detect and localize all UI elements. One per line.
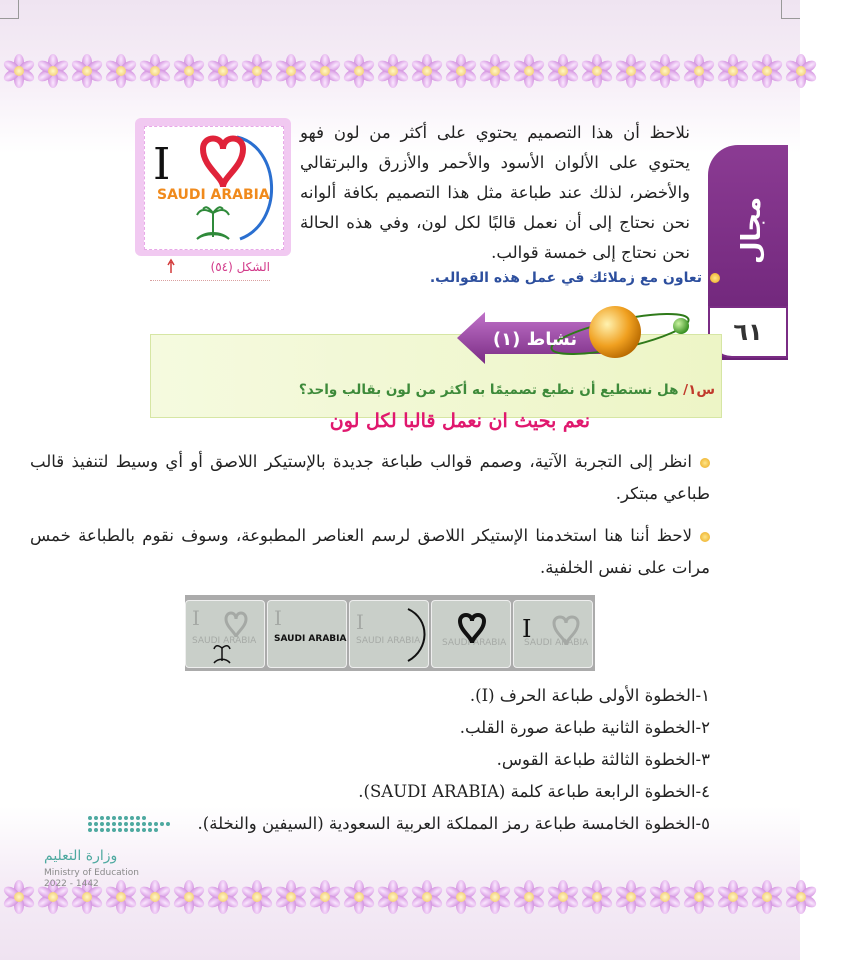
logo-letter: I (153, 139, 171, 190)
flower-icon (376, 54, 410, 88)
flower-icon (546, 880, 580, 914)
flower-icon (750, 880, 784, 914)
chapter-title: مجال الطباعة (737, 181, 827, 279)
ministry-year: 2022 - 1442 (44, 879, 99, 889)
flower-icon (308, 54, 342, 88)
flower-icon (206, 54, 240, 88)
svg-text:I: I (274, 606, 282, 630)
flower-icon (104, 54, 138, 88)
flower-icon (444, 880, 478, 914)
flower-icon (36, 54, 70, 88)
strip-faint-text: SAUDI ARABIA (356, 636, 421, 646)
flower-icon (512, 54, 546, 88)
crop-mark (0, 0, 19, 19)
i-love-saudi-arabia-logo (145, 127, 283, 249)
strip-step-letter-i (513, 600, 593, 668)
strip-faint-text: SAUDI ARABIA (192, 636, 257, 646)
flower-icon (410, 54, 444, 88)
flower-icon (240, 880, 274, 914)
green-ball-icon (673, 318, 689, 334)
crop-mark (781, 0, 800, 19)
flower-icon (614, 54, 648, 88)
intro-paragraph: نلاحظ أن هذا التصميم يحتوي على أكثر من لون فهو يحتوي على الألوان الأسود والأحمر والأزرق والبرتقالي والأخضر، لذلك عند طباعة مثل هذا التصميم بكافة ألوانه نحن نحتاج إلى أن نعمل قالبًا لكل لون، وفي هذه الحالة نحن نحتاج إلى خمسة قوالب. (300, 123, 690, 262)
flower-icon (342, 54, 376, 88)
step-2: ٢-الخطوة الثانية طباعة صورة القلب. (459, 718, 710, 737)
bullet-icon (710, 273, 720, 283)
flower-icon (784, 54, 818, 88)
flower-icon (410, 880, 444, 914)
flower-icon (512, 880, 546, 914)
step-5: ٥-الخطوة الخامسة طباعة رمز المملكة العربية السعودية (السيفين والنخلة). (197, 814, 710, 833)
question-number: س١/ (683, 382, 715, 398)
planet-icon (589, 306, 641, 358)
flower-icon (648, 880, 682, 914)
caption-arrow-icon (166, 258, 176, 274)
bullet-icon (700, 532, 710, 542)
flower-icon (2, 54, 36, 88)
strip-faint-text: SAUDI ARABIA (442, 638, 507, 648)
activity-badge (455, 300, 695, 370)
flower-icon (750, 54, 784, 88)
strip-text: SAUDI ARABIA (274, 634, 347, 644)
flower-icon (648, 54, 682, 88)
flower-icon (444, 54, 478, 88)
flower-icon (716, 54, 750, 88)
flower-icon (682, 54, 716, 88)
flower-icon (308, 880, 342, 914)
paragraph-1-text: انظر إلى التجربة الآتية، وصمم قوالب طباعة جديدة بالإستيكر اللاصق أو أي وسيط لتنفيذ قالب طباعي مبتكر. (30, 452, 710, 503)
flower-icon (784, 880, 818, 914)
flower-icon (240, 54, 274, 88)
flower-icon (478, 880, 512, 914)
flower-icon (546, 54, 580, 88)
flower-icon (580, 880, 614, 914)
flower-icon (682, 880, 716, 914)
flower-icon (2, 880, 36, 914)
steps-list (110, 680, 710, 840)
figure-caption-text: الشكل (٥٤) (210, 260, 270, 274)
handwritten-answer: نعم بحيث ان نعمل قالبا لكل لون (329, 410, 590, 432)
svg-text:I: I (192, 606, 200, 630)
heart-icon (203, 139, 243, 188)
paragraph-2-text: لاحظ أننا هنا استخدمنا الإستيكر اللاصق لرسم العناصر المطبوعة، وسوف نقوم بالطباعة خمس مرات على نفس الخلفية. (30, 526, 710, 577)
i-love-saudi-arabia-figure (144, 126, 284, 250)
page-number: ٦١ (708, 306, 788, 358)
flower-icon (70, 54, 104, 88)
flower-icon (206, 880, 240, 914)
flower-icon (376, 880, 410, 914)
question-text: هل نستطيع أن نطبع تصميمًا به أكثر من لون بقالب واحد؟ (298, 382, 679, 398)
cooperate-instruction (240, 270, 720, 286)
flower-icon (580, 54, 614, 88)
ministry-name-en: Ministry of Education (44, 868, 139, 878)
bullet-icon (700, 458, 710, 468)
strip-step-heart (431, 600, 511, 668)
flower-icon (716, 880, 750, 914)
cooperate-text: تعاون مع زملائك في عمل هذه القوالب. (429, 270, 702, 286)
flower-icon (342, 880, 376, 914)
svg-text:I: I (356, 610, 364, 634)
step-1: ١-الخطوة الأولى طباعة الحرف (I). (469, 686, 710, 705)
paragraph-2 (30, 520, 710, 584)
activity-badge-label: نشاط (١) (492, 329, 578, 350)
flower-icon (478, 54, 512, 88)
palm-swords-emblem-icon (197, 207, 229, 239)
step-4: ٤-الخطوة الرابعة طباعة كلمة (SAUDI ARABIA). (358, 782, 710, 801)
step-3: ٣-الخطوة الثالثة طباعة القوس. (496, 750, 710, 769)
svg-text:I: I (522, 615, 532, 643)
paragraph-1 (30, 446, 710, 510)
activity-question (155, 382, 715, 398)
top-flower-border (0, 46, 800, 96)
ministry-name-ar: وزارة التعليم (44, 848, 118, 864)
strip-step-text (267, 600, 347, 668)
printing-steps-strip (185, 595, 595, 671)
flower-icon (614, 880, 648, 914)
strip-step-emblem (185, 600, 265, 668)
flower-icon (138, 54, 172, 88)
strip-step-arc (349, 600, 429, 668)
flower-icon (274, 880, 308, 914)
strip-faint-text: SAUDI ARABIA (524, 638, 589, 648)
flower-icon (172, 54, 206, 88)
logo-text: SAUDI ARABIA (157, 187, 270, 203)
flower-icon (274, 54, 308, 88)
